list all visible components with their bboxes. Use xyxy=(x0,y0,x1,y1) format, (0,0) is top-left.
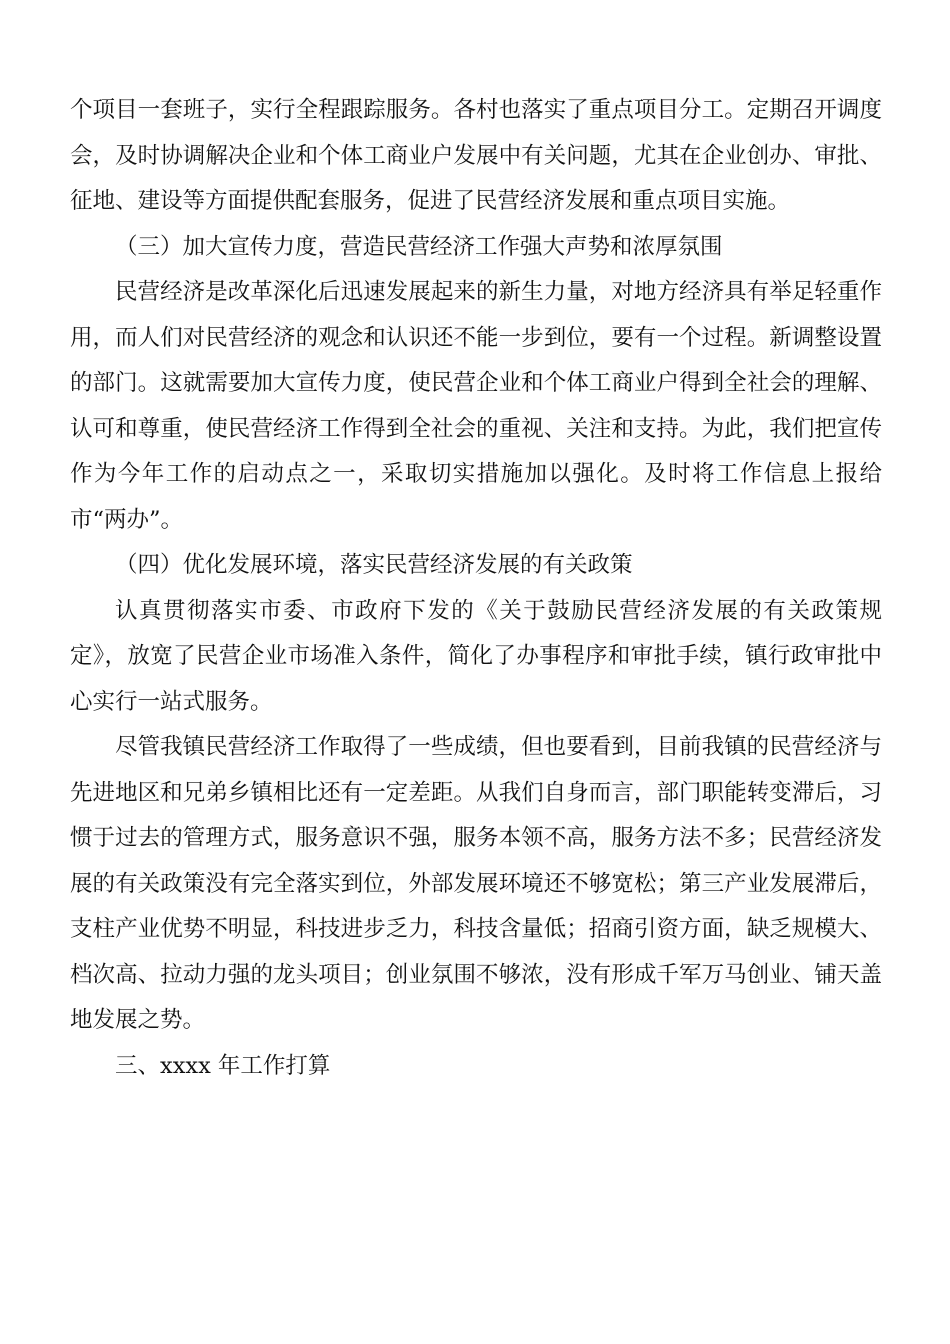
chapter-heading-plan: 三、xxxx 年工作打算 xyxy=(115,1052,331,1079)
paragraph-policy: 认真贯彻落实市委、市政府下发的《关于鼓励民营经济发展的有关政策规定》，放宽了民营企业市场准入条件，简化了办事程序和审批手续，镇行政审批中心实行一站式服务。 xyxy=(70,597,882,715)
section-heading-4: （四）优化发展环境，落实民营经济发展的有关政策 xyxy=(115,552,633,578)
paragraph-continued: 个项目一套班子，实行全程跟踪服务。各村也落实了重点项目分工。定期召开调度会，及时协调解决企业和个体工商业户发展中有关问题，尤其在企业创办、审批、征地、建设等方面提供配套服务，促进了民营经济发展和重点项目实施。 xyxy=(70,97,882,214)
document-body xyxy=(70,88,882,1089)
paragraph-publicity: 民营经济是改革深化后迅速发展起来的新生力量，对地方经济具有举足轻重作用，而人们对民营经济的观念和认识还不能一步到位，要有一个过程。新调整设置的部门。这就需要加大宣传力度，使民营企业和个体工商业户得到全社会的理解、认可和尊重，使民营经济工作得到全社会的重视、关注和支持。为此，我们把宣传作为今年工作的启动点之一，采取切实措施加以强化。及时将工作信息上报给市“两办”。 xyxy=(70,279,882,533)
paragraph-gaps: 尽管我镇民营经济工作取得了一些成绩，但也要看到，目前我镇的民营经济与先进地区和兄弟乡镇相比还有一定差距。从我们自身而言，部门职能转变滞后，习惯于过去的管理方式，服务意识不强，服务本领不高，服务方法不多；民营经济发展的有关政策没有完全落实到位，外部发展环境还不够宽松；第三产业发展滞后，支柱产业优势不明显，科技进步乏力，科技含量低；招商引资方面，缺乏规模大、档次高、拉动力强的龙头项目；创业氛围不够浓，没有形成千军万马创业、铺天盖地发展之势。 xyxy=(70,734,882,1033)
section-heading-3: （三）加大宣传力度，营造民营经济工作强大声势和浓厚氛围 xyxy=(115,233,723,260)
